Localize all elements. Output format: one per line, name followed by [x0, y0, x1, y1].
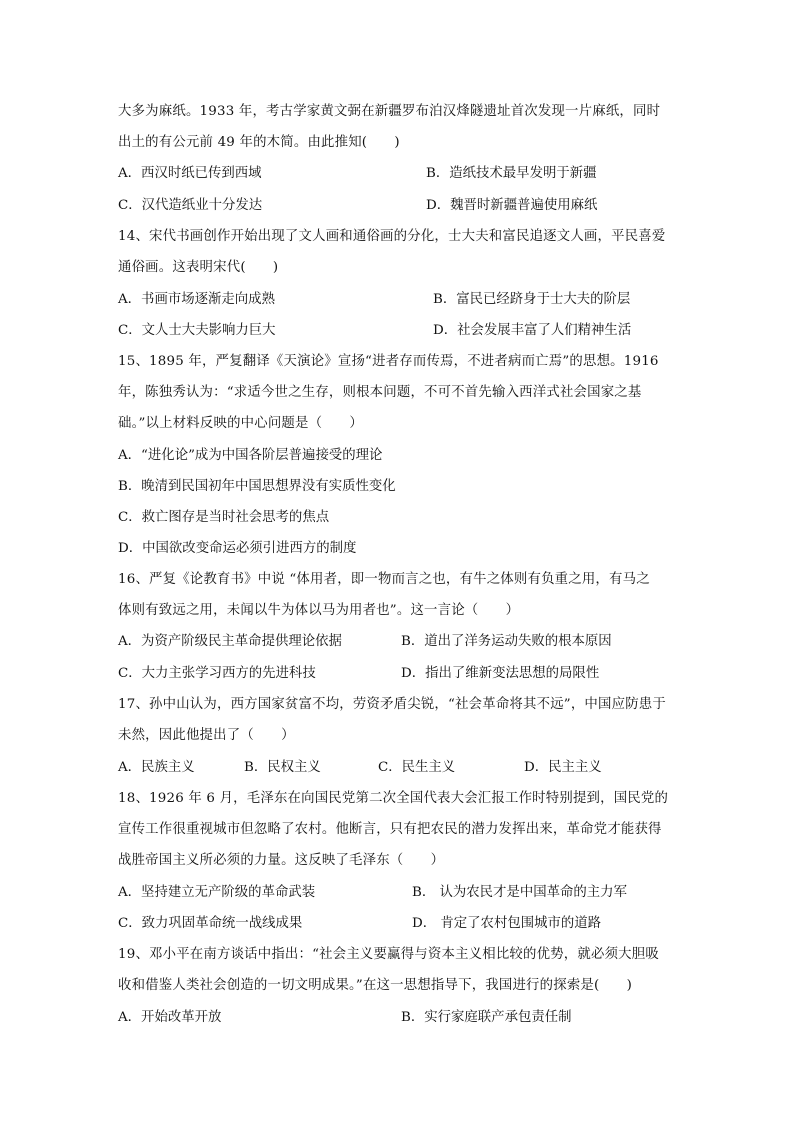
q18-option-d: D． 肯定了农村包围城市的道路 [412, 916, 602, 931]
q15-option-d: D．中国欲改变命运必须引进西方的制度 [118, 541, 357, 556]
q14-option-c: C．文人士大夫影响力巨大 [118, 323, 276, 338]
q18-stem-line-2: 宣传工作很重视城市但忽略了农村。他断言，只有把农民的潜力发挥出来，革命党才能获得 [118, 822, 662, 837]
q13-stem-line-2: 出土的有公元前 49 年的木简。由此推知( ) [118, 135, 400, 150]
q14-stem-line-2: 通俗画。这表明宋代( ) [118, 260, 279, 275]
q16-option-d: D．指出了维新变法思想的局限性 [401, 666, 600, 681]
q18-option-b: B． 认为农民才是中国革命的主力军 [412, 885, 627, 900]
q15-option-b: B．晚清到民国初年中国思想界没有实质性变化 [118, 479, 396, 494]
q17-option-d: D．民主主义 [524, 760, 602, 775]
q15-option-c: C．救亡图存是当时社会思考的焦点 [118, 510, 330, 525]
q14-option-a: A．书画市场逐渐走向成熟 [118, 292, 275, 307]
q15-stem-line-3: 础。”以上材料反映的中心问题是（ ） [118, 416, 363, 431]
q13-option-a: A．西汉时纸已传到西域 [118, 166, 262, 181]
q16-option-b: B．道出了洋务运动失败的根本原因 [401, 634, 612, 649]
q15-stem-line-2: 年，陈独秀认为：“求适今世之生存，则根本问题，不可不首先输入西洋式社会国家之基 [118, 385, 642, 400]
q18-option-c: C．致力巩固革命统一战线成果 [118, 916, 303, 931]
q16-option-a: A．为资产阶级民主革命提供理论依据 [118, 634, 342, 649]
q16-stem-line-2: 体则有致远之用，未闻以牛为体以马为用者也”。这一言论（ ） [118, 603, 520, 618]
q17-option-b: B．民权主义 [244, 760, 321, 775]
q16-stem-line-1: 16、严复《论教育书》中说 “体用者，即一物而言之也，有牛之体则有负重之用，有马之 [118, 572, 650, 587]
q17-stem-line-2: 未然，因此他提出了（ ） [118, 728, 295, 743]
q18-stem-line-1: 18、1926 年 6 月，毛泽东在向国民党第二次全国代表大会汇报工作时特别提到，国民党的 [118, 791, 669, 806]
q13-stem-line-1: 大多为麻纸。1933 年，考古学家黄文弼在新疆罗布泊汉烽隧遗址首次发现一片麻纸，同时 [118, 104, 661, 119]
q17-option-a: A．民族主义 [118, 760, 195, 775]
q18-option-a: A．坚持建立无产阶级的革命武装 [118, 885, 316, 900]
q15-stem-line-1: 15、1895 年，严复翻译《天演论》宣扬“进者存而传焉，不进者病而亡焉”的思想。1916 [118, 354, 659, 369]
q16-option-c: C．大力主张学习西方的先进科技 [118, 666, 316, 681]
q17-stem-line-1: 17、孙中山认为，西方国家贫富不均，劳资矛盾尖锐，“社会革命将其不远”，中国应防患于 [118, 697, 666, 712]
q13-option-c: C．汉代造纸业十分发达 [118, 198, 263, 213]
q14-option-d: D．社会发展丰富了人们精神生活 [433, 323, 632, 338]
q14-option-b: B．富民已经跻身于士大夫的阶层 [433, 292, 631, 307]
q19-option-a: A．开始改革开放 [118, 1010, 222, 1025]
q13-option-d: D．魏晋时新疆普遍使用麻纸 [426, 198, 598, 213]
q19-stem-line-2: 收和借鉴人类社会创造的一切文明成果。”在这一思想指导下，我国进行的探索是( ) [118, 978, 633, 993]
q18-stem-line-3: 战胜帝国主义所必须的力量。这反映了毛泽东（ ） [118, 853, 445, 868]
q19-option-b: B．实行家庭联产承包责任制 [401, 1010, 572, 1025]
q14-stem-line-1: 14、宋代书画创作开始出现了文人画和通俗画的分化，士大夫和富民追逐文人画，平民喜爱 [118, 229, 666, 244]
q13-option-b: B．造纸技术最早发明于新疆 [426, 166, 597, 181]
q17-option-c: C．民生主义 [378, 760, 456, 775]
q15-option-a: A．“进化论”成为中国各阶层普遍接受的理论 [118, 448, 383, 463]
q19-stem-line-1: 19、邓小平在南方谈话中指出：“社会主义要赢得与资本主义相比较的优势，就必须大胆吸 [118, 947, 659, 962]
